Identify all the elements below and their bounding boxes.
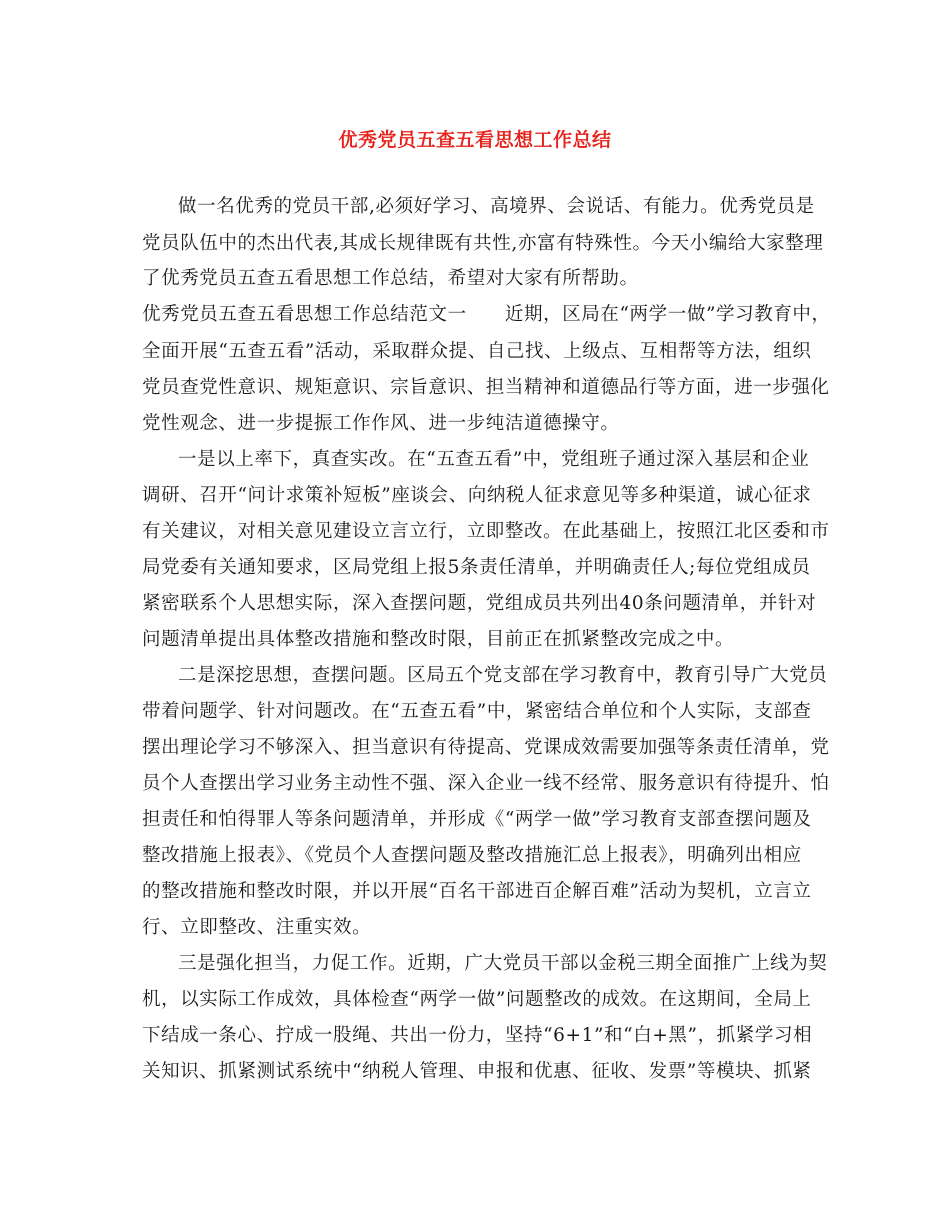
paragraph-line: 二是深挖思想，查摆问题。区局五个党支部在学习教育中，教育引导广大党员 (178, 665, 828, 686)
paragraph-line: 摆出理论学习不够深入、担当意识有待提高、党课成效需要加强等条责任清单，党 (142, 737, 830, 758)
paragraph-line: 担责任和怕得罪人等条问题清单，并形成《“两学一做”学习教育支部查摆问题及 (142, 809, 812, 830)
paragraph-line: 局党委有关通知要求，区局党组上报5条责任清单，并明确责任人;每位党组成员 (142, 557, 811, 578)
paragraph-line: 一是以上率下，真查实改。在“五查五看”中，党组班子通过深入基层和企业 (178, 449, 810, 470)
paragraph-line: 带着问题学、针对问题改。在“五查五看”中，紧密结合单位和个人实际，支部查 (142, 701, 812, 722)
paragraph-line: 党员查党性意识、规矩意识、宗旨意识、担当精神和道德品行等方面，进一步强化 (142, 377, 830, 398)
paragraph-line: 下结成一条心、拧成一股绳、共出一份力，坚持“6+1”和“白+黑”，抓紧学习相 (142, 1025, 813, 1046)
paragraph-line: 关知识、抓紧测试系统中“纳税人管理、申报和优惠、征收、发票”等模块、抓紧 (142, 1061, 812, 1082)
paragraph-line: 员个人查摆出学习业务主动性不强、深入企业一线不经常、服务意识有待提升、怕 (142, 773, 830, 794)
paragraph-line: 做一名优秀的党员干部,必须好学习、高境界、会说话、有能力。优秀党员是 (178, 196, 815, 217)
paragraph-line: 机，以实际工作成效，具体检查“两学一做”问题整改的成效。在这期间，全局上 (142, 989, 812, 1010)
paragraph-line: 全面开展“五查五看”活动，采取群众提、自己找、上级点、互相帮等方法，组织 (142, 341, 812, 362)
paragraph-line: 紧密联系个人思想实际，深入查摆问题，党组成员共列出40条问题清单，并针对 (142, 593, 817, 614)
paragraph-line: 有关建议，对相关意见建设立言立行，立即整改。在此基础上，按照江北区委和市 (142, 521, 830, 542)
paragraph-line: 三是强化担当，力促工作。近期，广大党员干部以金税三期全面推广上线为契 (178, 953, 828, 974)
paragraph-line: 整改措施上报表》、《党员个人查摆问题及整改措施汇总上报表》，明确列出相应 (142, 845, 802, 866)
paragraph-line: 党员队伍中的杰出代表,其成长规律既有共性,亦富有特殊性。今天小编给大家整理 (142, 233, 824, 254)
paragraph-line: 的整改措施和整改时限，并以开展“百名干部进百企解百难”活动为契机，立言立 (142, 881, 812, 902)
paragraph-line: 行、立即整改、注重实效。 (142, 917, 372, 938)
paragraph-line: 党性观念、进一步提振工作作风、进一步纯洁道德操守。 (142, 413, 620, 434)
paragraph-line: 优秀党员五查五看思想工作总结范文一 近期，区局在“两学一做”学习教育中， (142, 304, 831, 325)
paragraph-line: 调研、召开“问计求策补短板”座谈会、向纳税人征求意见等多种渠道，诚心征求 (142, 485, 812, 506)
paragraph-line: 问题清单提出具体整改措施和整改时限，目前正在抓紧整改完成之中。 (142, 629, 735, 650)
paragraph-line: 了优秀党员五查五看思想工作总结，希望对大家有所帮助。 (142, 268, 639, 289)
document-title: 优秀党员五查五看思想工作总结 (338, 129, 612, 151)
